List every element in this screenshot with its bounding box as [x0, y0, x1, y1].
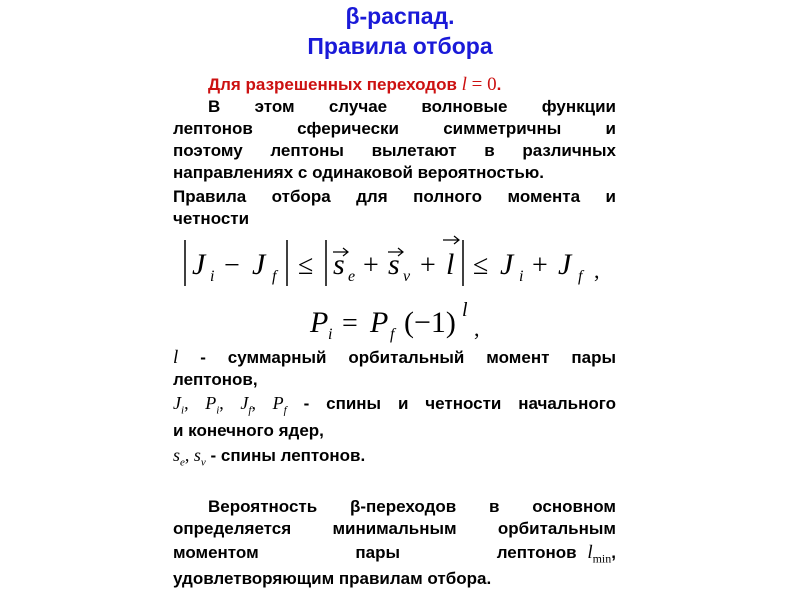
symbol-nuclear-spins: $J_i$, $P_i$, $J_f$, $P_f$: [173, 393, 287, 417]
allowed-transitions-line: Для разрешенных переходов l = 0.: [208, 74, 502, 95]
para1-line1: В этом случае волновые функции: [208, 97, 616, 116]
svg-text:+: +: [532, 250, 548, 281]
svg-text:i: i: [210, 268, 215, 285]
allowed-transitions-label: Для разрешенных переходов: [208, 75, 457, 94]
svg-text:J: J: [500, 248, 514, 281]
svg-text:−: −: [224, 250, 240, 281]
svg-text:l: l: [462, 299, 468, 321]
symbol-l: l: [173, 347, 179, 368]
svg-text:P: P: [370, 306, 389, 339]
para3-line3-prefix: моментом пары лептонов: [173, 543, 577, 562]
svg-text:f: f: [578, 268, 583, 285]
angular-momentum-formula: [170, 232, 630, 292]
title-line-1: β-распад.: [345, 3, 455, 29]
para3-line3: [173, 542, 616, 564]
legend-l-line1: [173, 347, 616, 369]
svg-text:P: P: [310, 306, 329, 339]
para1-line3: поэтому лептоны вылетают в различных: [173, 141, 616, 160]
legend-lepton-spins-line: [173, 444, 616, 474]
svg-text:(−1): (−1): [404, 306, 456, 339]
legend-spins-line2: и конечного ядер,: [173, 421, 324, 440]
svg-text:J: J: [558, 248, 572, 281]
para3-line2: определяется минимальным орбитальным: [173, 519, 616, 538]
svg-text:=: =: [342, 308, 358, 339]
svg-text:l: l: [446, 248, 455, 281]
para2-line1: Правила отбора для полного момента и: [173, 187, 616, 206]
symbol-lepton-spins: $s_e$, $s_\nu$: [173, 445, 206, 469]
svg-text:s: s: [333, 248, 345, 281]
svg-text:≤: ≤: [298, 250, 314, 281]
legend-lepton-spins-desc: - спины лептонов.: [210, 446, 366, 465]
svg-text:s: s: [388, 248, 400, 281]
svg-text:≤: ≤: [473, 250, 489, 281]
svg-text:e: e: [348, 268, 356, 285]
legend-spins-desc: - спины и четности начального: [303, 394, 616, 413]
svg-text:J: J: [192, 248, 206, 281]
svg-text:f: f: [272, 268, 277, 285]
para3-line4: удовлетворяющим правилам отбора.: [173, 569, 492, 588]
para1-line2: лептонов сферически симметричны и: [173, 119, 616, 138]
svg-text:,: ,: [474, 316, 480, 341]
legend-l-desc: - суммарный орбитальный момент пары: [200, 348, 616, 367]
para2-line2: четности: [173, 209, 250, 228]
svg-text:J: J: [252, 248, 266, 281]
svg-text:i: i: [328, 326, 333, 343]
title-line-2: Правила отбора: [307, 33, 493, 59]
symbol-lmin: $l_{min}$,: [587, 542, 616, 566]
svg-text:,: ,: [594, 258, 600, 283]
svg-text:ν: ν: [403, 268, 411, 285]
svg-text:f: f: [390, 326, 395, 343]
para1-line4: направлениях с одинаковой вероятностью.: [173, 163, 545, 182]
legend-l-line2: лептонов,: [173, 370, 258, 389]
svg-text:i: i: [519, 268, 524, 285]
svg-text:+: +: [363, 250, 379, 281]
para3-line1: Вероятность β-переходов в основном: [208, 497, 616, 516]
legend-spins-line1: [173, 392, 616, 422]
allowed-formula: l = 0: [461, 74, 497, 95]
svg-text:+: +: [420, 250, 436, 281]
parity-formula: [300, 294, 520, 346]
